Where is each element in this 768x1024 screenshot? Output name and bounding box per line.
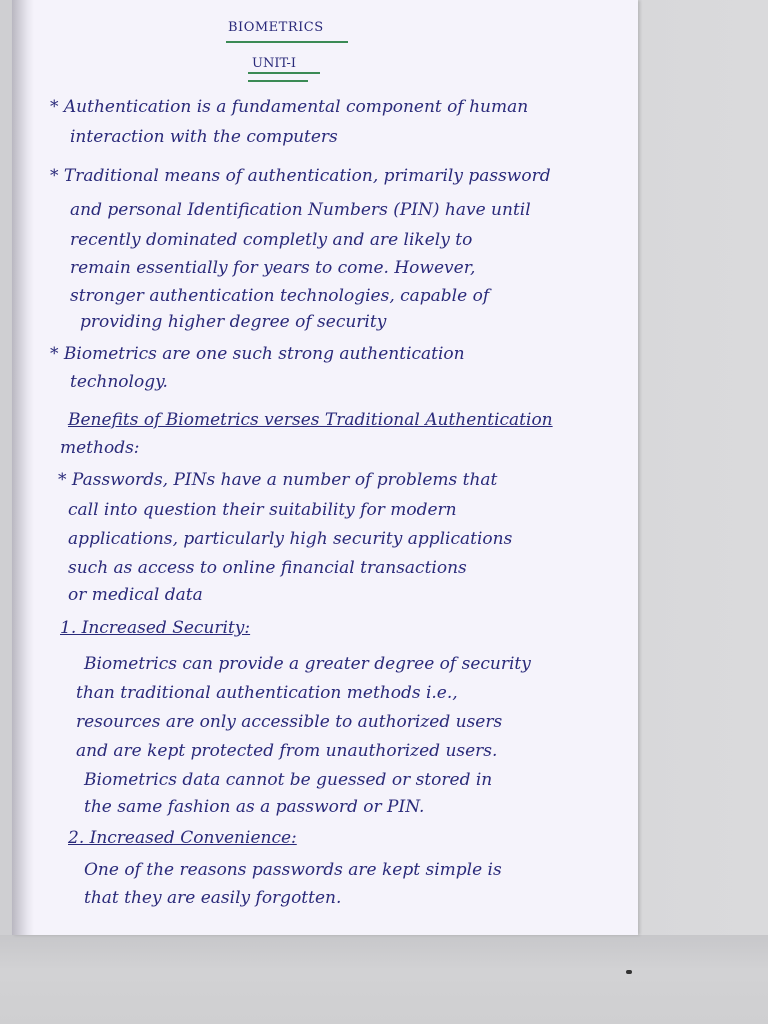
text-line: * Passwords, PINs have a number of problems that <box>58 470 498 490</box>
text-line: recently dominated completly and are likely to <box>70 230 473 250</box>
text-line: or medical data <box>68 585 203 605</box>
notebook-page <box>12 0 638 935</box>
text-line: interaction with the computers <box>70 127 338 147</box>
text-line: remain essentially for years to come. However, <box>70 258 476 278</box>
text-line: One of the reasons passwords are kept simple is <box>84 860 502 880</box>
page-title: BIOMETRICS <box>228 20 324 35</box>
text-line: resources are only accessible to authorized users <box>76 712 503 732</box>
text-line: than traditional authentication methods i.e., <box>76 683 458 703</box>
text-line: * Authentication is a fundamental component of human <box>50 97 529 117</box>
text-line: such as access to online financial transactions <box>68 558 467 578</box>
text-line: the same fashion as a password or PIN. <box>84 797 425 817</box>
text-line: and personal Identification Numbers (PIN) have until <box>70 200 531 220</box>
text-line: * Traditional means of authentication, primarily password <box>50 166 551 186</box>
text-line: that they are easily forgotten. <box>84 888 342 908</box>
text-line: stronger authentication technologies, capable of <box>70 286 490 306</box>
unit-underline <box>248 72 320 74</box>
unit-heading: UNIT-I <box>252 56 296 71</box>
scanner-shadow <box>0 935 768 1024</box>
section-heading: 1. Increased Security: <box>60 618 251 638</box>
text-line: call into question their suitability for modern <box>68 500 457 520</box>
text-line: methods: <box>60 438 140 458</box>
dust-speck <box>626 970 632 974</box>
section-heading: 2. Increased Convenience: <box>68 828 297 848</box>
text-line: applications, particularly high security applications <box>68 529 513 549</box>
text-line: providing higher degree of security <box>80 312 387 332</box>
text-line: Biometrics can provide a greater degree of security <box>84 654 531 674</box>
text-line: and are kept protected from unauthorized users. <box>76 741 498 761</box>
unit-underline-second <box>248 80 308 82</box>
text-line: technology. <box>70 372 168 392</box>
page-binding <box>12 0 34 935</box>
section-heading: Benefits of Biometrics verses Traditional Authentication <box>68 410 553 430</box>
title-underline <box>226 41 348 43</box>
text-line: * Biometrics are one such strong authentication <box>50 344 465 364</box>
text-line: Biometrics data cannot be guessed or stored in <box>84 770 493 790</box>
